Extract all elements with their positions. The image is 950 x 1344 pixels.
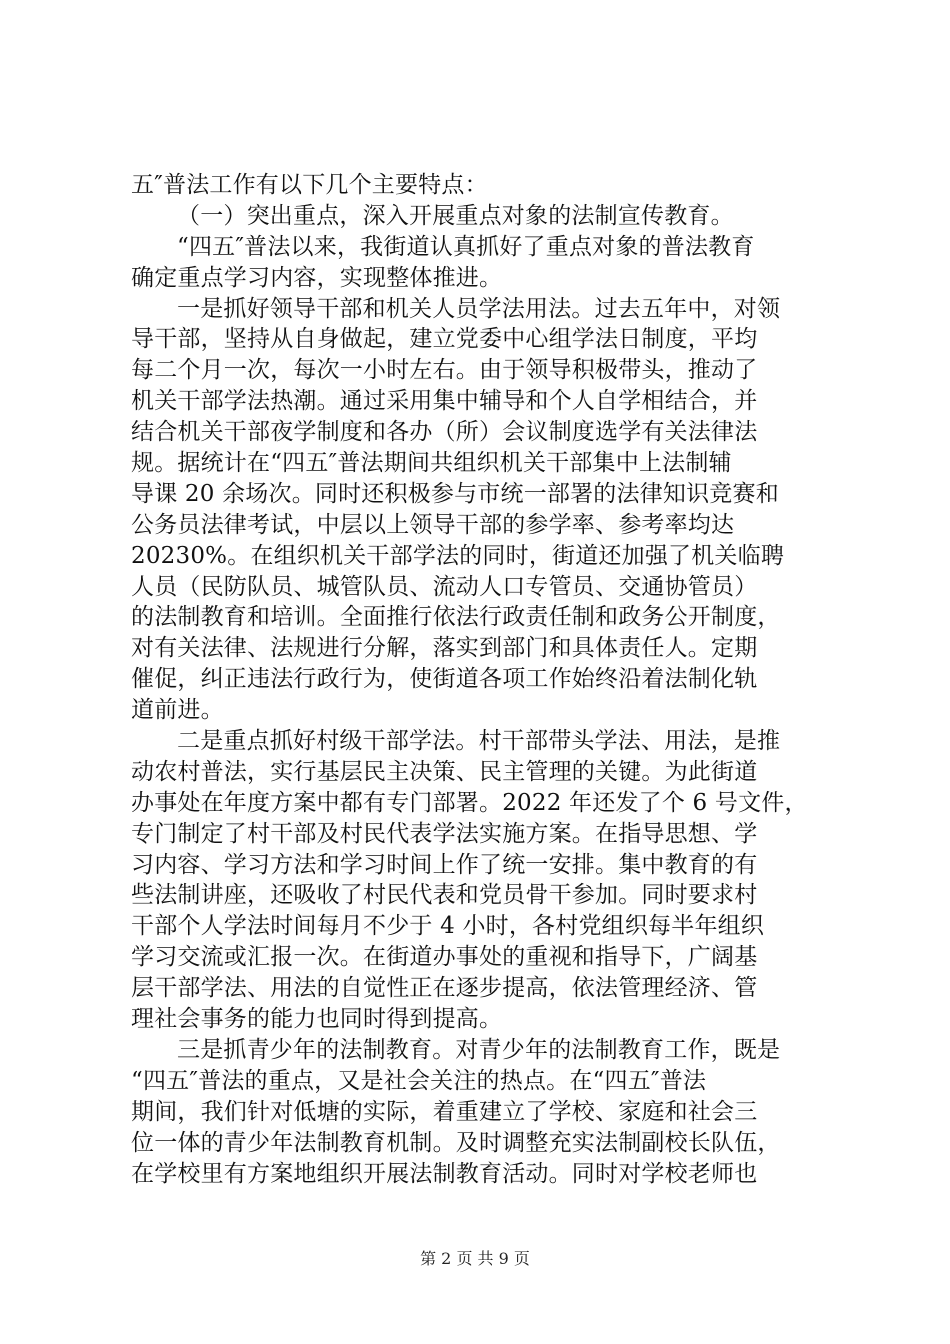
- text-line: “四五″普法的重点，又是社会关注的热点。在“四五″普法: [131, 1067, 707, 1094]
- text-line: 对有关法律、法规进行分解，落实到部门和具体责任人。定期: [131, 635, 758, 662]
- text-line: 人员（民防队员、城管队员、流动人口专管员、交通协管员）: [131, 573, 758, 600]
- text-line: 每二个月一次，每次一小时左右。由于领导积极带头，推动了: [131, 357, 758, 384]
- text-line: 理社会事务的能力也同时得到提高。: [131, 1006, 503, 1033]
- text-line: 一是抓好领导干部和机关人员学法用法。过去五年中，对领: [177, 295, 781, 322]
- text-line: 确定重点学习内容，实现整体推进。: [131, 264, 503, 291]
- text-line: 层干部学法、用法的自觉性正在逐步提高，依法管理经济、管: [131, 975, 758, 1002]
- text-line: 规。据统计在“四五″普法期间共组织机关干部集中上法制辅: [131, 450, 732, 477]
- text-line: 干部个人学法时间每月不少于 4 小时，各村党组织每半年组织: [131, 913, 765, 940]
- text-line: “四五″普法以来，我街道认真抓好了重点对象的普法教育: [177, 233, 755, 260]
- text-line: 习内容、学习方法和学习时间上作了统一安排。集中教育的有: [131, 851, 758, 878]
- text-line: 导干部，坚持从自身做起，建立党委中心组学法日制度，平均: [131, 326, 758, 353]
- text-line: 学习交流或汇报一次。在街道办事处的重视和指导下，广阔基: [131, 944, 758, 971]
- text-line: 催促，纠正违法行政行为，使街道各项工作始终沿着法制化轨: [131, 666, 758, 693]
- text-line: 公务员法律考试，中层以上领导干部的参学率、参考率均达: [131, 511, 735, 538]
- text-line: （一）突出重点，深入开展重点对象的法制宣传教育。: [177, 202, 734, 229]
- text-line: 二是重点抓好村级干部学法。村干部带头学法、用法，是推: [177, 728, 781, 755]
- text-line: 专门制定了村干部及村民代表学法实施方案。在指导思想、学: [131, 820, 758, 847]
- text-line: 的法制教育和培训。全面推行依法行政责任制和政务公开制度，: [131, 604, 781, 631]
- text-line: 20230%。在组织机关干部学法的同时，街道还加强了机关临聘: [131, 542, 785, 569]
- text-line: 在学校里有方案地组织开展法制教育活动。同时对学校老师也: [131, 1160, 758, 1187]
- text-line: 些法制讲座，还吸收了村民代表和党员骨干参加。同时要求村: [131, 882, 758, 909]
- text-line: 动农村普法，实行基层民主决策、民主管理的关键。为此街道: [131, 758, 758, 785]
- text-line: 办事处在年度方案中都有专门部署。2022 年还发了个 6 号文件，: [131, 789, 808, 816]
- page-footer: 第 2 页 共 9 页: [420, 1249, 530, 1268]
- text-line: 三是抓青少年的法制教育。对青少年的法制教育工作，既是: [177, 1036, 781, 1063]
- text-line: 位一体的青少年法制教育机制。及时调整充实法制副校长队伍，: [131, 1129, 781, 1156]
- text-line: 结合机关干部夜学制度和各办（所）会议制度选学有关法律法: [131, 419, 758, 446]
- document-body: [131, 170, 831, 1189]
- text-line: 期间，我们针对低塘的实际，着重建立了学校、家庭和社会三: [131, 1098, 758, 1125]
- text-line: 导课 20 余场次。同时还积极参与市统一部署的法律知识竞赛和: [131, 480, 779, 507]
- text-line: 道前进。: [131, 697, 224, 724]
- text-line: 机关干部学法热潮。通过采用集中辅导和个人自学相结合，并: [131, 388, 758, 415]
- text-line: 五″普法工作有以下几个主要特点：: [131, 172, 488, 198]
